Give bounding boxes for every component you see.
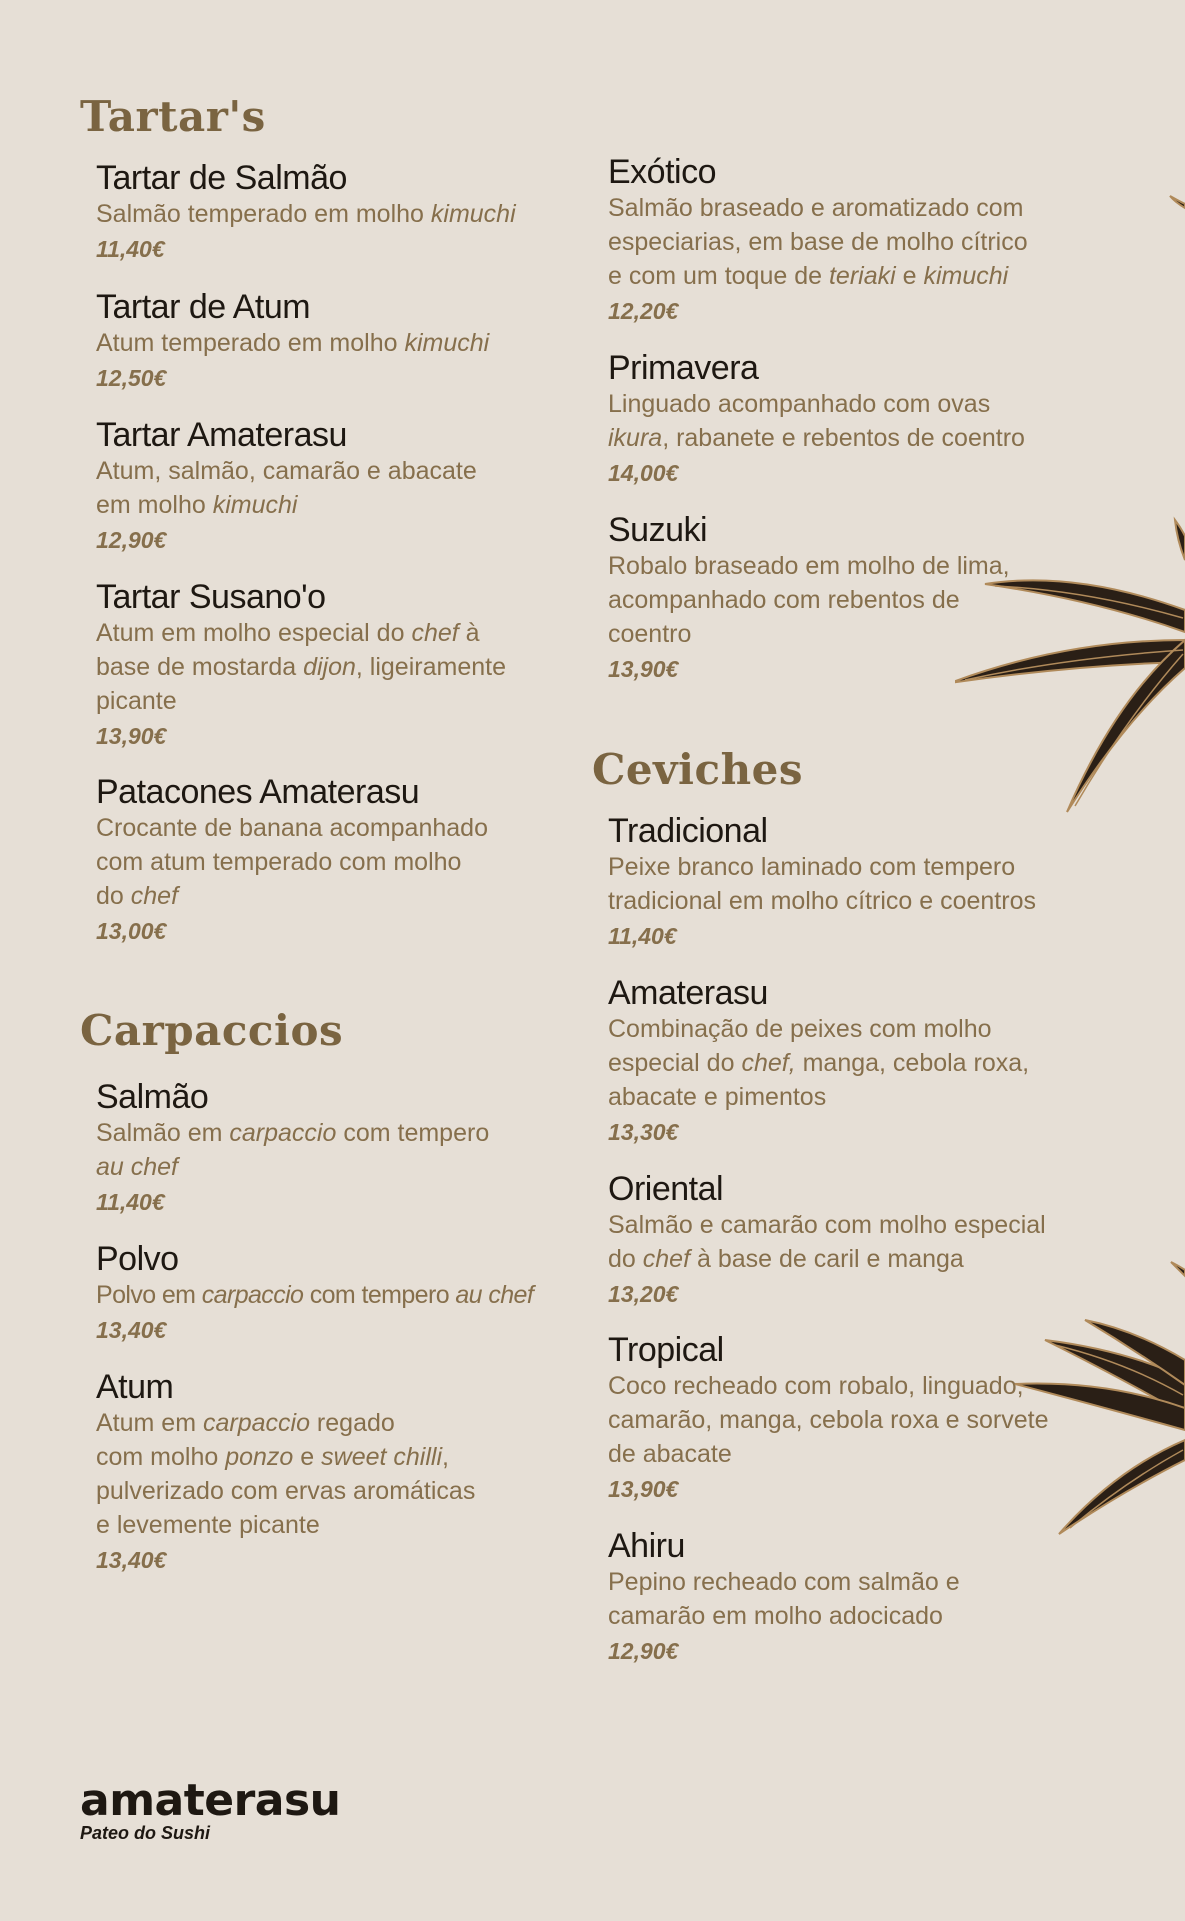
item-name: Oriental <box>608 1170 724 1208</box>
desc-line: Salmão e camarão com molho especial <box>608 1211 1046 1239</box>
item-price: 11,40€ <box>96 1189 165 1215</box>
item-name: Tradicional <box>608 812 768 850</box>
item-desc <box>96 326 566 360</box>
desc-line: Salmão em carpaccio com tempero <box>96 1119 490 1147</box>
desc-line: Atum, salmão, camarão e abacate <box>96 457 477 485</box>
desc-line: com molho ponzo e sweet chilli, <box>96 1443 449 1471</box>
desc-line: de abacate <box>608 1440 732 1468</box>
item-price: 12,20€ <box>608 298 679 324</box>
desc-line: e levemente picante <box>96 1511 320 1539</box>
item-price: 12,90€ <box>96 527 167 553</box>
item-desc <box>96 811 566 913</box>
desc-line: coentro <box>608 620 692 648</box>
menu-item <box>96 288 566 396</box>
item-name: Suzuki <box>608 511 708 549</box>
desc-line: base de mostarda dijon, ligeiramente <box>96 653 506 681</box>
item-price: 13,90€ <box>608 656 679 682</box>
bamboo-leaf-icon <box>955 0 1185 1921</box>
item-price: 11,40€ <box>96 236 165 262</box>
item-price: 13,90€ <box>608 1476 679 1502</box>
desc-line: tradicional em molho cítrico e coentros <box>608 887 1036 915</box>
item-price: 12,90€ <box>608 1638 679 1664</box>
item-desc <box>96 454 566 522</box>
desc-line: do chef à base de caril e manga <box>608 1245 964 1273</box>
desc-line: com atum temperado com molho <box>96 848 462 876</box>
brand-subtitle: Pateo do Sushi <box>80 1823 211 1843</box>
item-price: 12,50€ <box>96 365 167 391</box>
item-name: Patacones Amaterasu <box>96 773 420 811</box>
desc-line: abacate e pimentos <box>608 1083 827 1111</box>
desc-line: e com um toque de teriaki e kimuchi <box>608 262 1009 290</box>
item-desc <box>96 1406 566 1542</box>
desc-line: especiarias, em base de molho cítrico <box>608 228 1028 256</box>
desc-line: Combinação de peixes com molho <box>608 1015 992 1043</box>
item-name: Primavera <box>608 349 759 387</box>
desc-line: Salmão braseado e aromatizado com <box>608 194 1024 222</box>
menu-item <box>96 578 566 754</box>
desc-line: au chef <box>96 1153 179 1181</box>
item-desc <box>96 197 566 231</box>
section-title-tartars: Tartar's <box>80 92 266 141</box>
item-price: 11,40€ <box>608 923 677 949</box>
desc-line: Salmão temperado em molho kimuchi <box>96 200 516 228</box>
desc-line: Polvo em carpaccio com tempero au chef <box>96 1281 534 1309</box>
section-title-ceviches: Ceviches <box>592 745 803 794</box>
desc-line: Atum temperado em molho kimuchi <box>96 329 490 357</box>
section-title-carpaccios: Carpaccios <box>80 1006 344 1055</box>
menu-item <box>96 159 566 267</box>
desc-line: especial do chef, manga, cebola roxa, <box>608 1049 1030 1077</box>
desc-line: ikura, rabanete e rebentos de coentro <box>608 424 1025 452</box>
desc-line: em molho kimuchi <box>96 491 298 519</box>
desc-line: do chef <box>96 882 179 910</box>
item-price: 13,30€ <box>608 1119 679 1145</box>
item-name: Tropical <box>608 1331 724 1369</box>
item-name: Salmão <box>96 1078 209 1116</box>
menu-item <box>96 773 566 949</box>
item-price: 13,90€ <box>96 723 167 749</box>
brand-name: amaterasu <box>80 1775 341 1826</box>
desc-line: Linguado acompanhado com ovas <box>608 390 991 418</box>
desc-line: Coco recheado com robalo, linguado, <box>608 1372 1024 1400</box>
menu-item <box>96 1240 566 1348</box>
item-name: Ahiru <box>608 1527 685 1565</box>
item-desc <box>96 1116 566 1184</box>
item-name: Tartar Amaterasu <box>96 416 347 454</box>
item-price: 13,40€ <box>96 1317 167 1343</box>
desc-line: Atum em carpaccio regado <box>96 1409 395 1437</box>
menu-item <box>96 1368 566 1578</box>
desc-line: acompanhado com rebentos de <box>608 586 960 614</box>
item-name: Exótico <box>608 153 716 191</box>
item-desc <box>96 1278 566 1312</box>
item-name: Atum <box>96 1368 174 1406</box>
desc-line: camarão, manga, cebola roxa e sorvete <box>608 1406 1049 1434</box>
desc-line: Atum em molho especial do chef à <box>96 619 480 647</box>
desc-line: pulverizado com ervas aromáticas <box>96 1477 476 1505</box>
desc-line: camarão em molho adocicado <box>608 1602 943 1630</box>
brand-logo <box>80 1777 341 1844</box>
item-price: 14,00€ <box>608 460 679 486</box>
item-price: 13,20€ <box>608 1281 679 1307</box>
item-name: Tartar de Atum <box>96 288 311 326</box>
desc-line: Pepino recheado com salmão e <box>608 1568 960 1596</box>
item-price: 13,40€ <box>96 1547 167 1573</box>
item-name: Polvo <box>96 1240 179 1278</box>
menu-item <box>96 416 566 558</box>
desc-line: picante <box>96 687 177 715</box>
item-name: Tartar de Salmão <box>96 159 347 197</box>
desc-line: Peixe branco laminado com tempero <box>608 853 1016 881</box>
item-price: 13,00€ <box>96 918 167 944</box>
item-name: Tartar Susano'o <box>96 578 326 616</box>
menu-item <box>96 1078 566 1220</box>
desc-line: Crocante de banana acompanhado <box>96 814 488 842</box>
item-name: Amaterasu <box>608 974 768 1012</box>
desc-line: Robalo braseado em molho de lima, <box>608 552 1010 580</box>
item-desc <box>96 616 566 718</box>
